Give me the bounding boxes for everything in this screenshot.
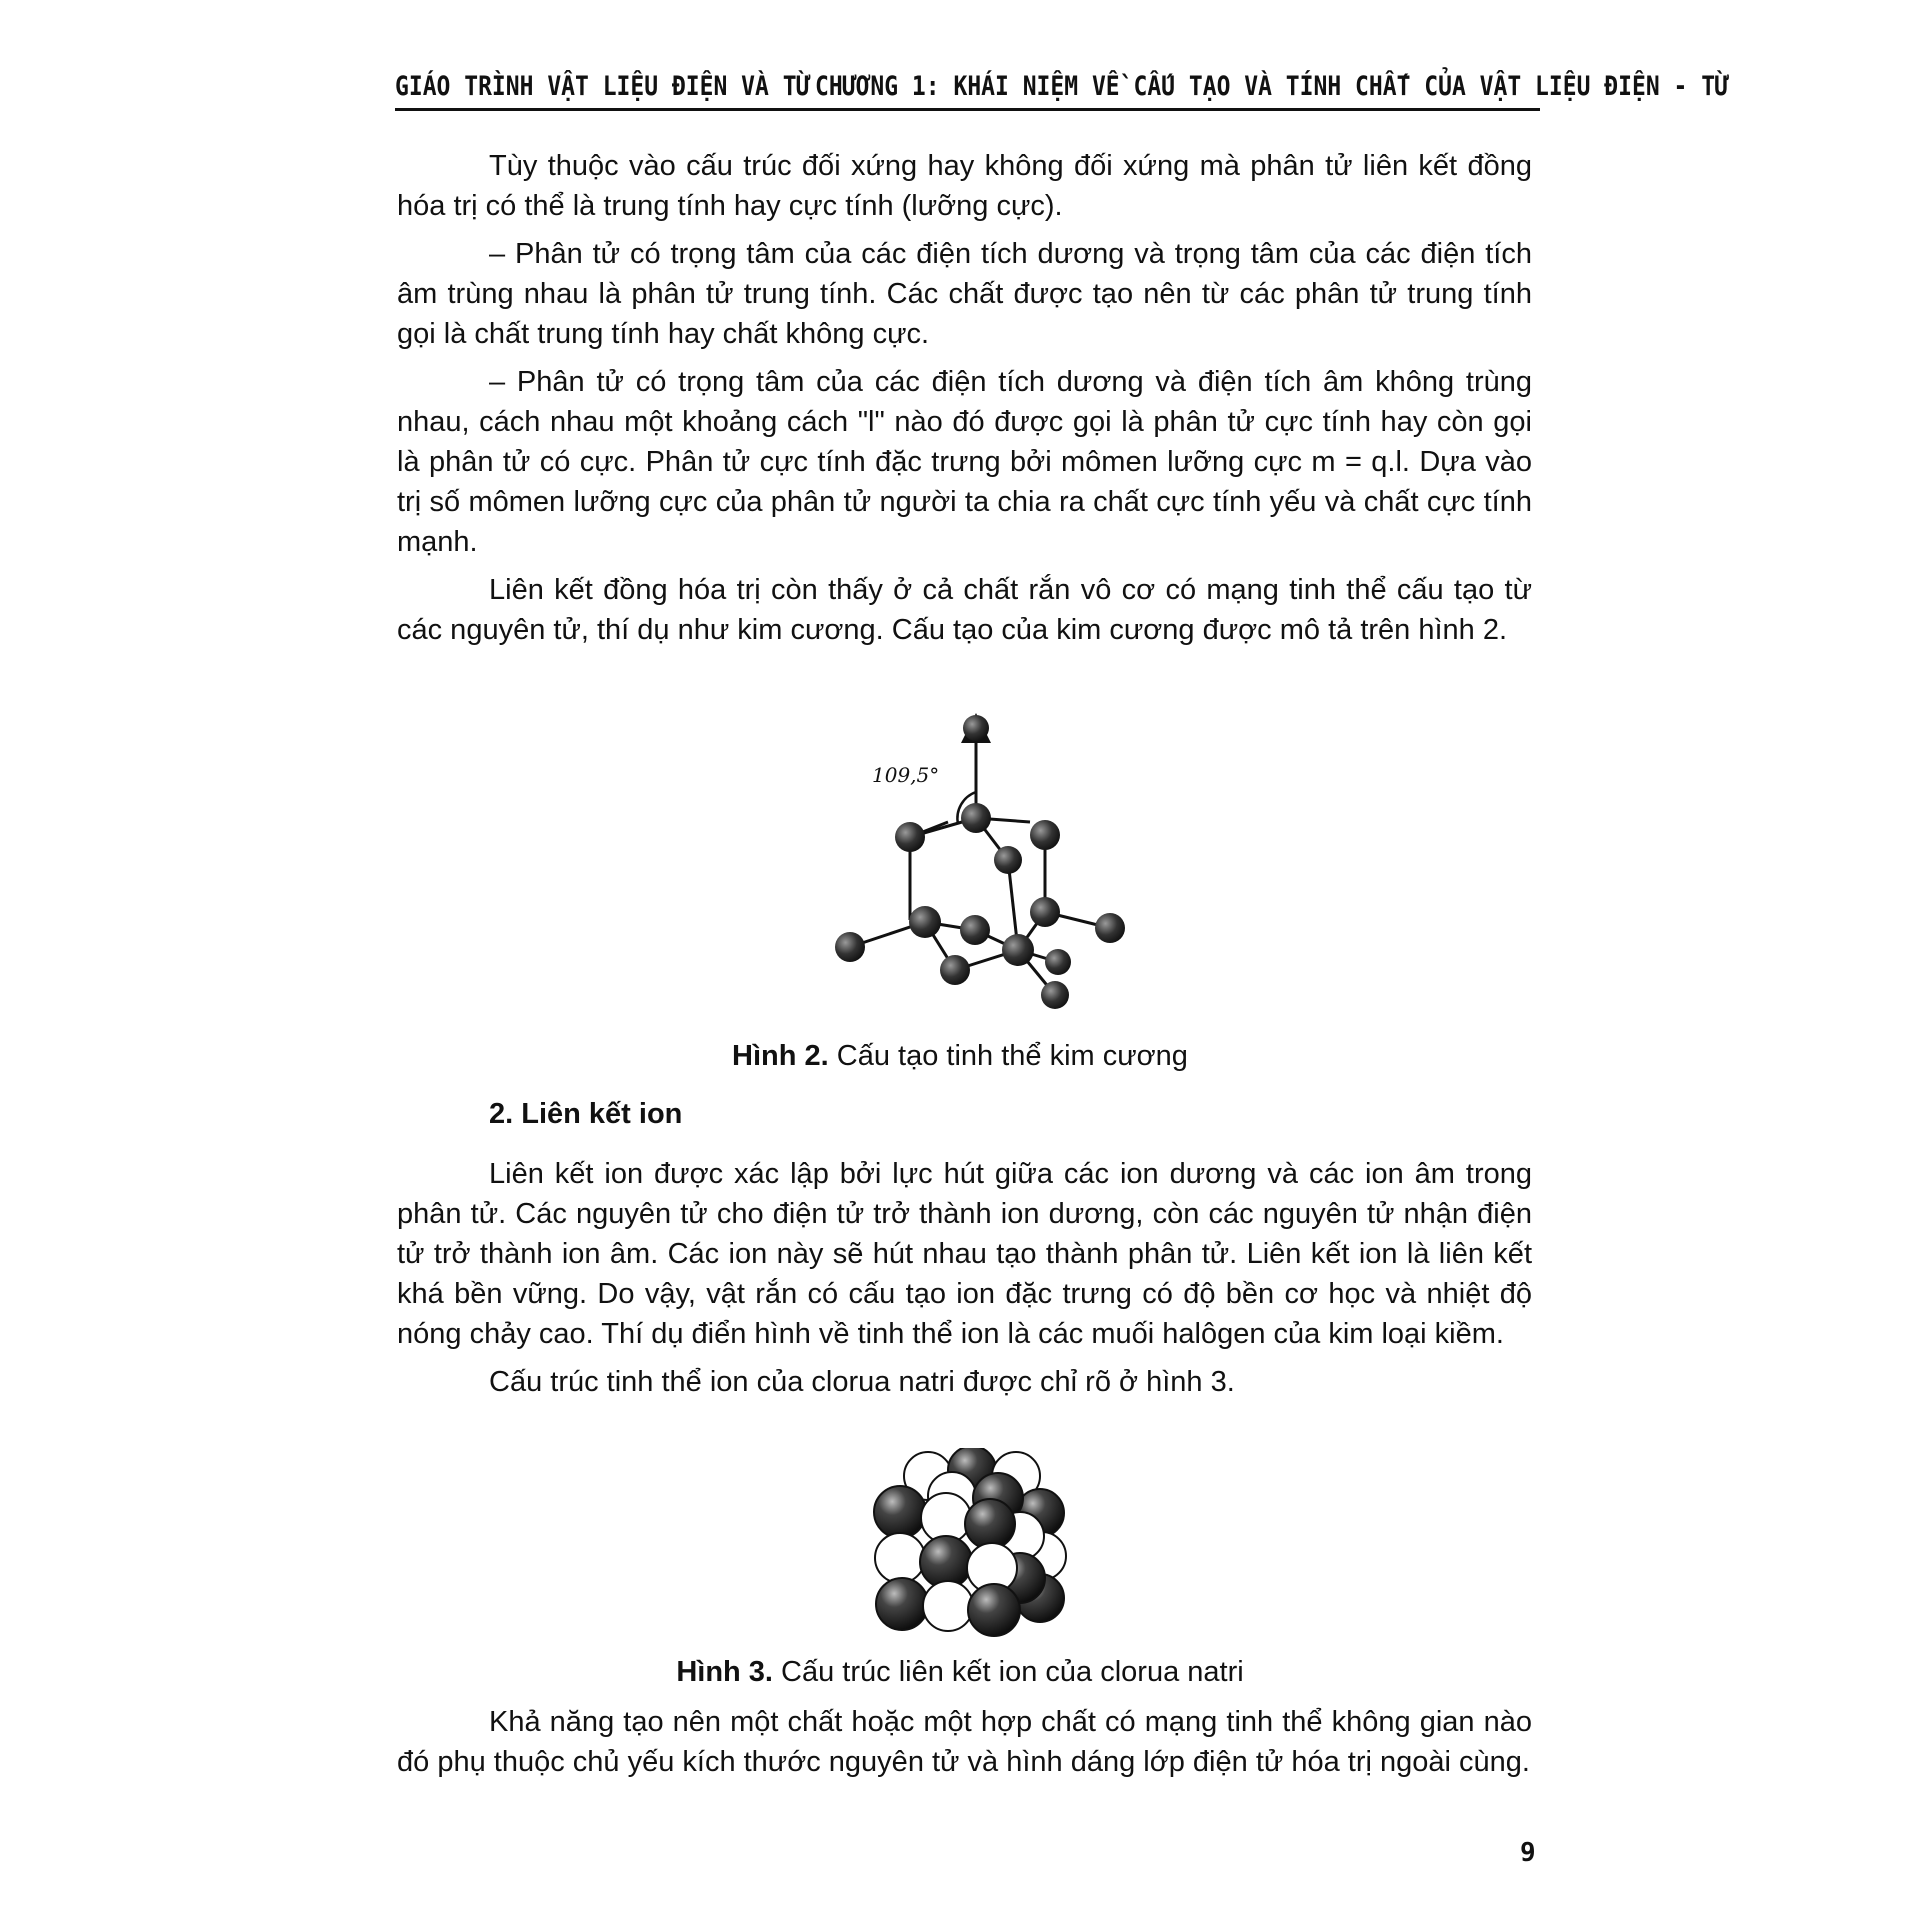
figure-3-caption bbox=[0, 1654, 1920, 1690]
paragraph: Liên kết đồng hóa trị còn thấy ở cả chất rắn vô cơ có mạng tinh thể cấu tạo từ các nguyên tử, thí dụ như kim cương. Cấu tạo của kim cương được mô tả trên hình 2. bbox=[397, 574, 1532, 646]
caption-label: Hình 2. bbox=[732, 1040, 829, 1072]
section-heading: 2. Liên kết ion bbox=[489, 1098, 683, 1130]
angle-label: 109,5° bbox=[872, 763, 940, 787]
header-rule bbox=[395, 108, 1540, 111]
text-block-covalent bbox=[397, 146, 1532, 650]
text-block-lattice bbox=[397, 1702, 1532, 1782]
header-chapter-title: CHƯƠNG 1: KHÁI NIỆM VỀ CẤU TẠO VÀ TÍNH CHẤT CỦA VẬT LIỆU ĐIỆN - TỪ bbox=[815, 72, 1729, 102]
paragraph: Khả năng tạo nên một chất hoặc một hợp chất có mạng tinh thể không gian nào đó phụ thuộc chủ yếu kích thước nguyên tử và hình dáng lớp điện tử hóa trị ngoài cùng. bbox=[397, 1706, 1532, 1778]
ion-spheres bbox=[874, 1448, 1066, 1636]
atoms bbox=[835, 715, 1125, 1009]
paragraph: – Phân tử có trọng tâm của các điện tích dương và điện tích âm không trùng nhau, cách nhau một khoảng cách "l" nào đó được gọi là phân tử cực tính hay còn gọi là phân tử có cực. Phân tử cực tính đặc trưng bởi mômen lưỡng cực m = q.l. Dựa vào trị số mômen lưỡng cực của phân tử người ta chia ra chất cực tính yếu và chất cực tính mạnh. bbox=[397, 366, 1532, 558]
paragraph: Liên kết ion được xác lập bởi lực hút giữa các ion dương và các ion âm trong phân tử. Các nguyên tử cho điện tử trở thành ion dương, còn các nguyên tử nhận điện tử trở thành ion âm. Các ion này sẽ hút nhau tạo thành phân tử. Liên kết ion là liên kết khá bền vững. Do vậy, vật rắn có cấu tạo ion đặc trưng có độ bền cơ học và nhiệt độ nóng chảy cao. Thí dụ điển hình về tinh thể ion là các muối halôgen của kim loại kiềm. bbox=[397, 1158, 1532, 1350]
page-number: 9 bbox=[1520, 1838, 1536, 1868]
nacl-structure-figure bbox=[870, 1448, 1070, 1638]
text-block-ionic bbox=[397, 1154, 1532, 1402]
caption-label: Hình 3. bbox=[676, 1656, 773, 1688]
figure-2-caption bbox=[0, 1038, 1920, 1074]
running-header bbox=[395, 72, 1729, 112]
caption-text: Cấu tạo tinh thể kim cương bbox=[828, 1040, 1188, 1072]
paragraph: Cấu trúc tinh thể ion của clorua natri được chỉ rõ ở hình 3. bbox=[489, 1366, 1235, 1398]
paragraph: – Phân tử có trọng tâm của các điện tích dương và trọng tâm của các điện tích âm trùng nhau là phân tử trung tính. Các chất được tạo nên từ các phân tử trung tính gọi là chất trung tính hay chất không cực. bbox=[397, 238, 1532, 350]
paragraph: Tùy thuộc vào cấu trúc đối xứng hay không đối xứng mà phân tử liên kết đồng hóa trị có thể là trung tính hay cực tính (lưỡng cực). bbox=[397, 150, 1532, 222]
caption-text: Cấu trúc liên kết ion của clorua natri bbox=[772, 1656, 1244, 1688]
header-book-title: GIÁO TRÌNH VẬT LIỆU ĐIỆN VÀ TỪ bbox=[395, 72, 811, 102]
diamond-structure-figure bbox=[780, 700, 1160, 1020]
